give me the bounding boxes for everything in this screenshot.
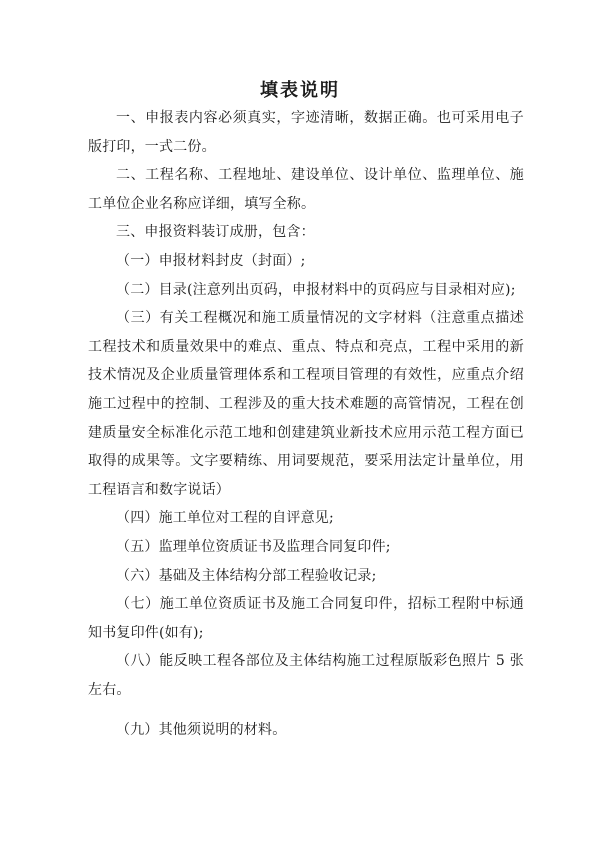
paragraph-item-7: （七）施工单位资质证书及施工合同复印件，招标工程附中标通知书复印件(如有); [88, 596, 524, 641]
paragraph-item-4: （四）施工单位对工程的自评意见; [116, 510, 334, 527]
paragraph-item-5: （五）监理单位资质证书及监理合同复印件; [116, 538, 391, 555]
paragraph-item-3: （三）有关工程概况和施工质量情况的文字材料（注意重点描述工程技术和质量效果中的难点、重点、特点和亮点，工程中采用的新技术情况及企业质量管理体系和工程项目管理的有效性，应重点介绍施工过程中的控制、工程涉及的重大技术难题的高管情况，工程在创建质量安全标准化示范工地和创建建筑业新技术应用示范工程方面已取得的成果等。文字要精练、用词要规范，要采用法定计量单位，用工程语言和数字说话） [88, 310, 524, 498]
instructions-body [88, 104, 524, 745]
paragraph-item-1: （一）申报材料封皮（封面）; [116, 252, 306, 269]
paragraph-2: 二、工程名称、工程地址、建设单位、设计单位、监理单位、施工单位企业名称应详细，填写全称。 [88, 167, 524, 212]
paragraph-item-2: （二）目录(注意列出页码，申报材料中的页码应与目录相对应); [116, 281, 516, 298]
page-title: 填表说明 [260, 80, 340, 101]
paragraph-3: 三、申报资料装订成册，包含： [116, 224, 315, 241]
paragraph-1: 一、申报表内容必须真实，字迹清晰，数据正确。也可采用电子版打印，一式二份。 [88, 110, 524, 155]
paragraph-item-9: （九）其他须说明的材料。 [116, 722, 287, 739]
paragraph-item-6: （六）基础及主体结构分部工程验收记录; [116, 567, 377, 584]
paragraph-item-8: （八）能反映工程各部位及主体结构施工过程原版彩色照片 5 张左右。 [88, 653, 524, 698]
